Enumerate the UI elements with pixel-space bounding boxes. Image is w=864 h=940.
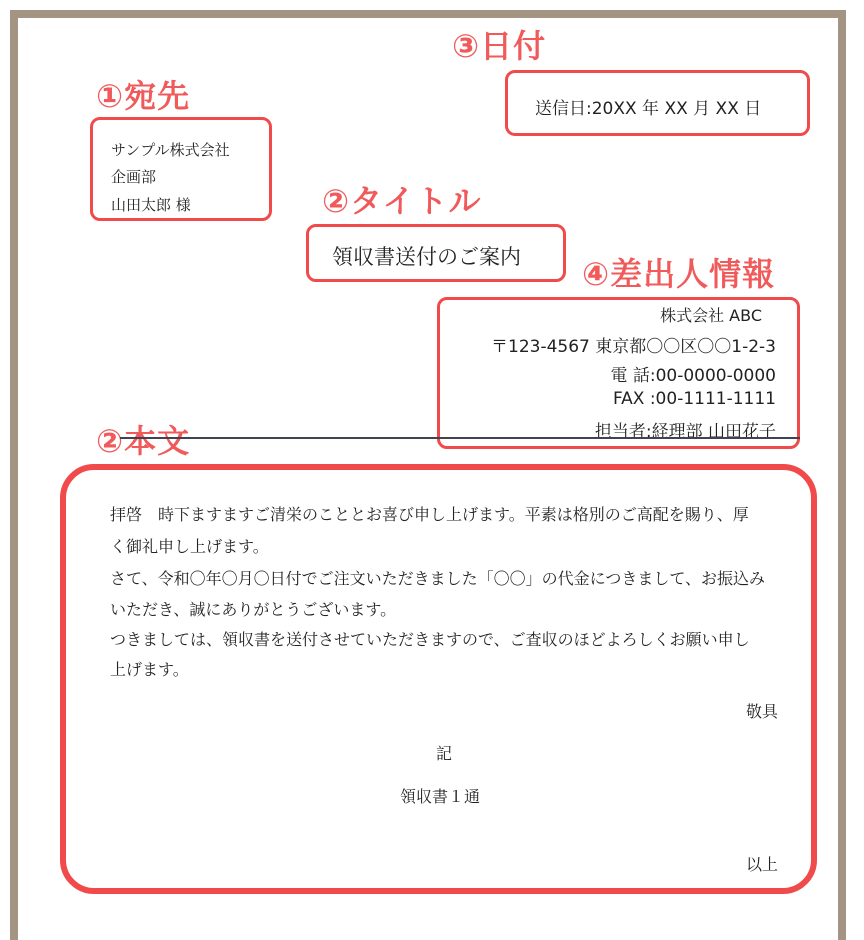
enclosure-item: 領収書１通 bbox=[400, 787, 481, 806]
record-heading: 記 bbox=[436, 744, 453, 763]
body-line: つきましては、領収書を送付させていただきますので、ご査収のほどよろしくお願い申し bbox=[110, 630, 750, 649]
closing-ijou: 以上 bbox=[745, 855, 778, 874]
callout-title: ②タイトル bbox=[322, 182, 482, 220]
callout-sender: ④差出人情報 bbox=[582, 255, 776, 293]
sender-company: 株式会社 ABC bbox=[660, 306, 762, 325]
sender-fax: FAX :00-1111-1111 bbox=[612, 389, 776, 409]
callout-body: ②本文 bbox=[96, 422, 191, 460]
separator-line bbox=[120, 437, 800, 439]
sender-address: 〒123-4567 東京都〇〇区〇〇1-2-3 bbox=[491, 337, 776, 357]
callout-address: ①宛先 bbox=[96, 77, 191, 115]
closing-keigu: 敬具 bbox=[745, 702, 778, 721]
recipient-name: 山田太郎 様 bbox=[111, 196, 191, 214]
body-line: いただき、誠にありがとうございます。 bbox=[110, 600, 397, 619]
body-line: 拝啓 時下ますますご清栄のこととお喜び申し上げます。平素は格別のご高配を賜り、厚 bbox=[110, 505, 749, 524]
send-date: 送信日:20XX 年 XX 月 XX 日 bbox=[535, 99, 762, 119]
recipient-company: サンプル株式会社 bbox=[111, 141, 230, 159]
body-line: さて、令和〇年〇月〇日付でご注文いただきました「〇〇」の代金につきまして、お振込み bbox=[110, 569, 766, 588]
recipient-department: 企画部 bbox=[111, 168, 157, 186]
sender-contact: 担当者:経理部 山田花子 bbox=[594, 422, 776, 442]
document-title: 領収書送付のご案内 bbox=[332, 245, 521, 269]
body-line: く御礼申し上げます。 bbox=[110, 537, 269, 556]
sender-phone: 電 話:00-0000-0000 bbox=[610, 366, 776, 386]
body-line: 上げます。 bbox=[110, 660, 189, 679]
callout-date: ③日付 bbox=[452, 27, 547, 65]
